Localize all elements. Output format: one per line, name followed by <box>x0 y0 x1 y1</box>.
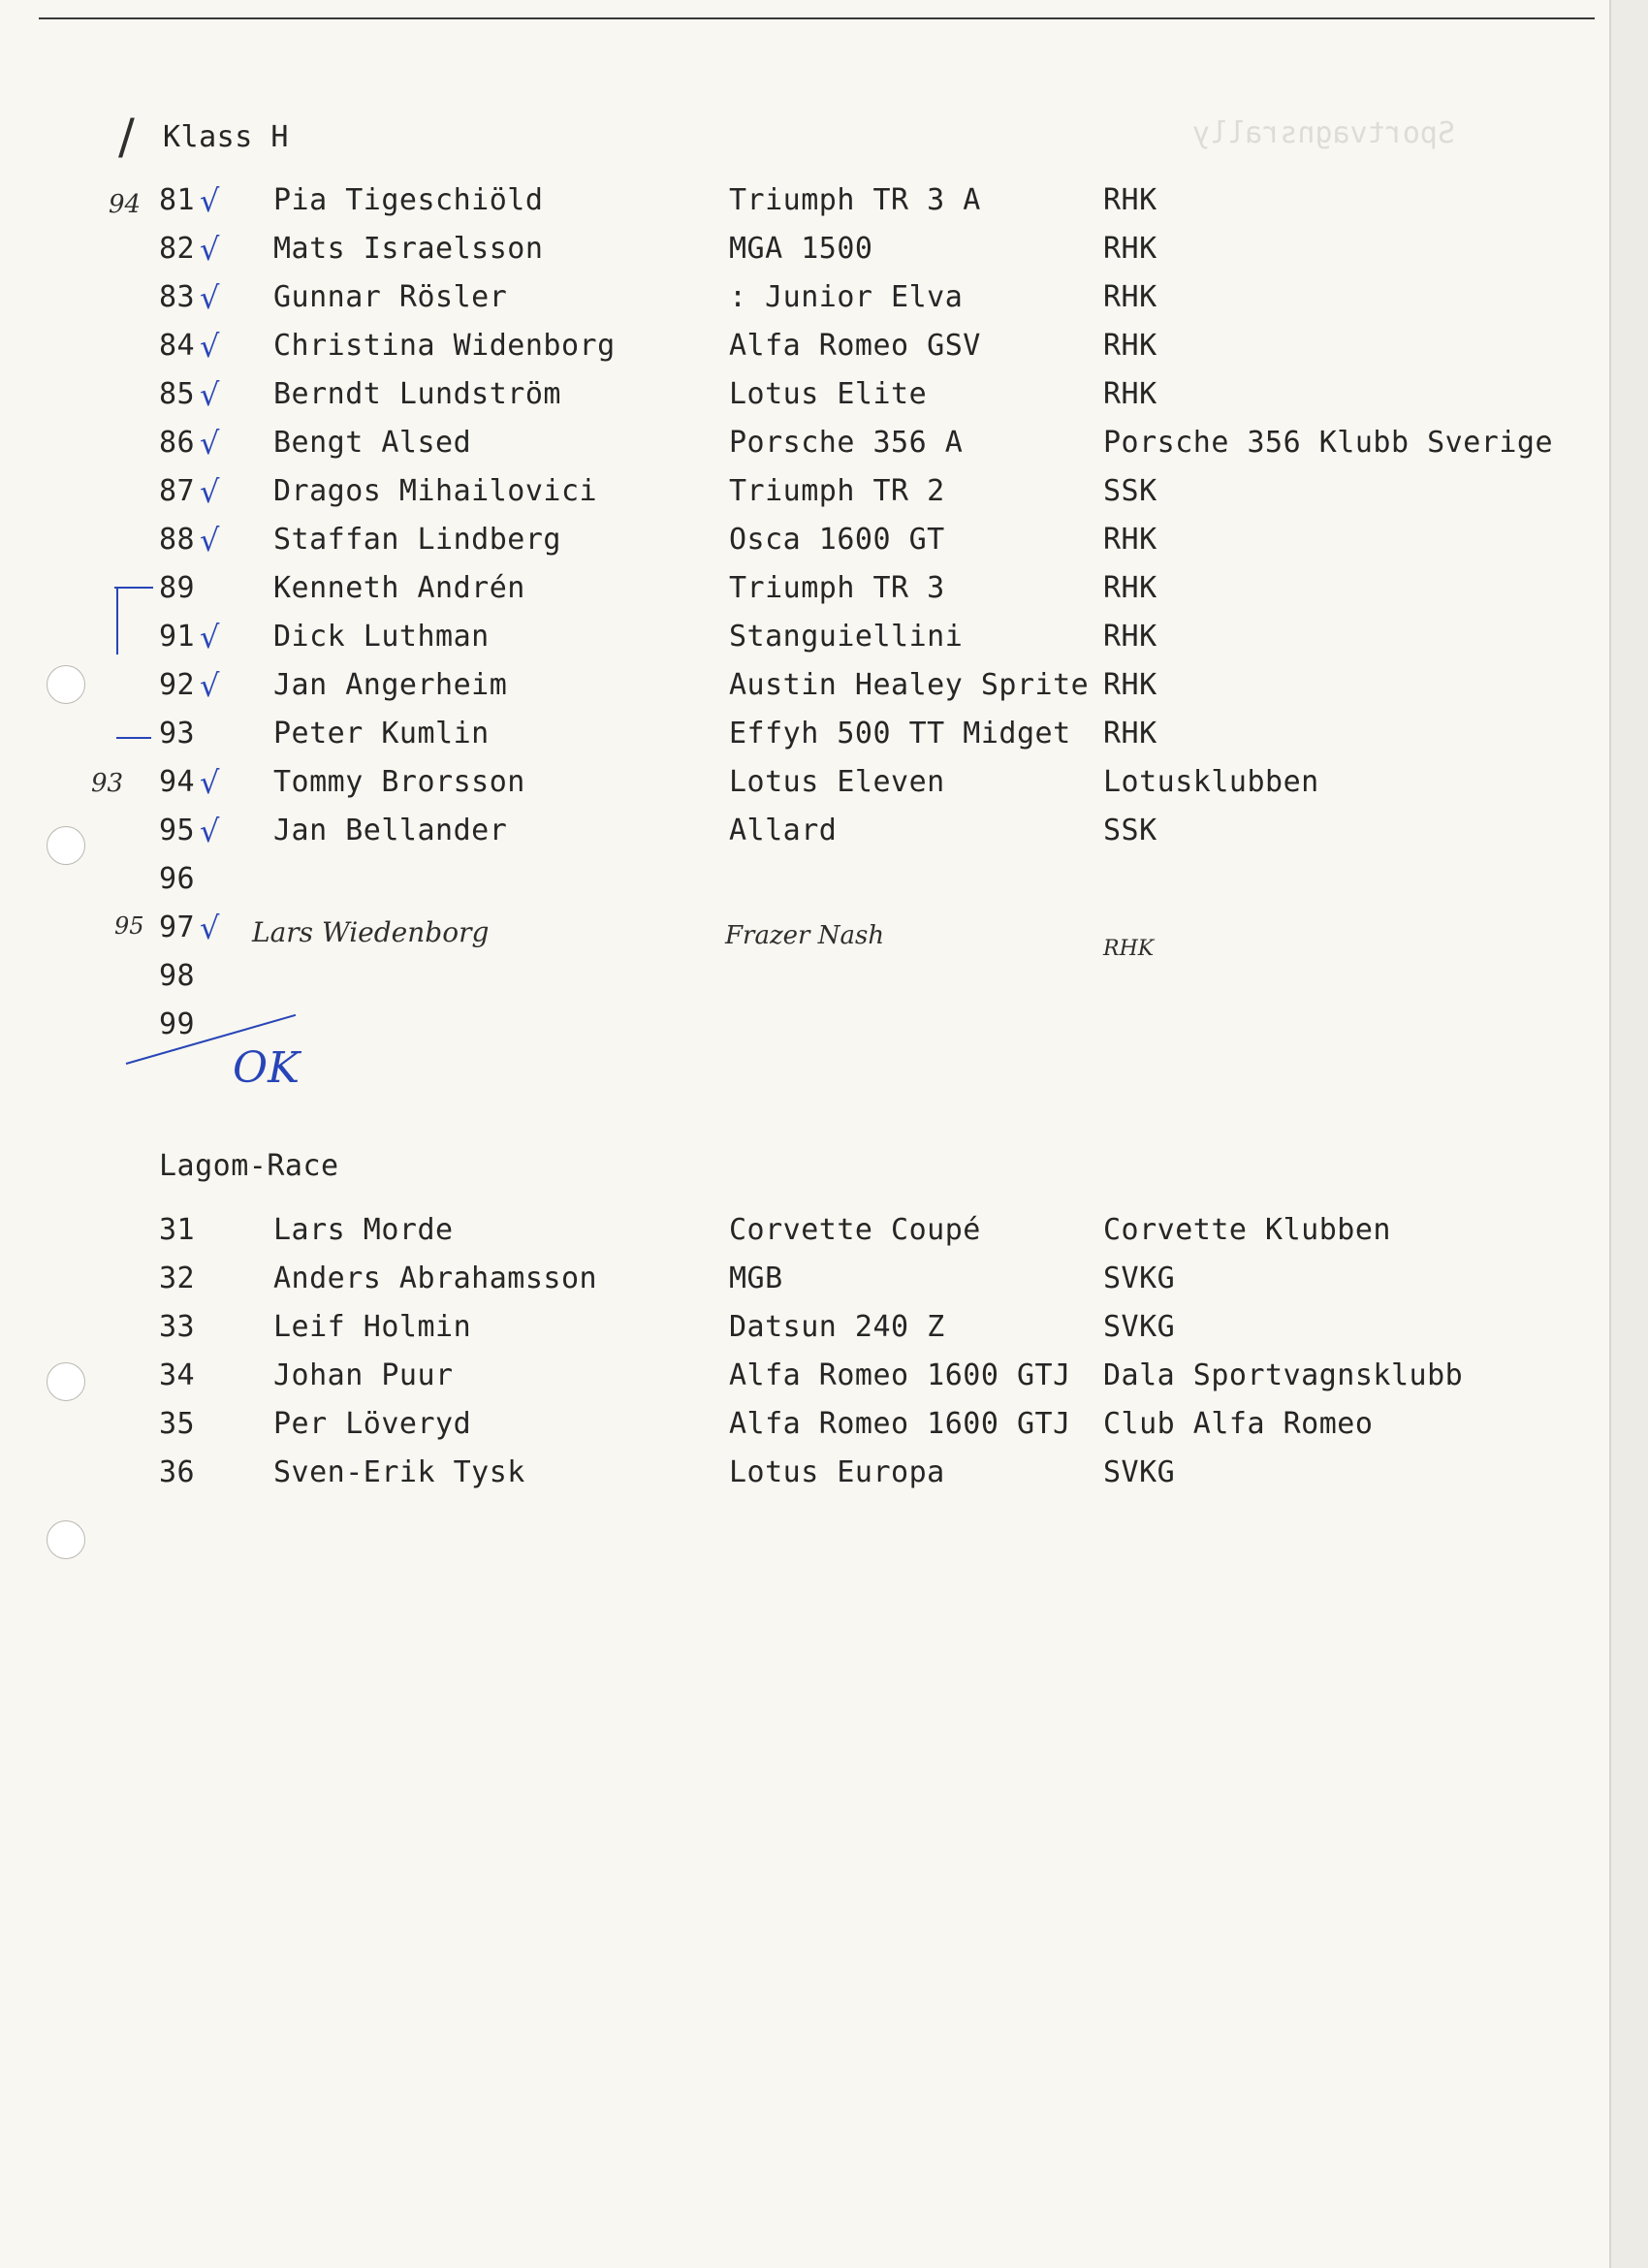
check-mark-icon: √ <box>200 182 220 219</box>
driver-name: Mats Israelsson <box>273 232 544 266</box>
table-row <box>0 862 1609 904</box>
club-name: Lotusklubben <box>1103 765 1319 799</box>
check-mark-icon: √ <box>200 619 220 655</box>
driver-name: Gunnar Rösler <box>273 280 508 314</box>
entry-number: 99 <box>159 1007 196 1041</box>
club-name: Corvette Klubben <box>1103 1213 1391 1247</box>
handwritten-renumber: 95 <box>114 912 144 940</box>
check-mark-icon: √ <box>200 279 220 316</box>
car-model: Triumph TR 3 <box>729 571 945 605</box>
club-name: RHK <box>1103 668 1157 702</box>
car-model: Alfa Romeo GSV <box>729 329 981 363</box>
club-name: RHK <box>1103 232 1157 266</box>
show-through-text: Sportvagnsrally <box>1192 116 1455 150</box>
check-mark-icon: √ <box>200 910 220 946</box>
entry-number: 31 <box>159 1213 196 1247</box>
entry-number: 35 <box>159 1407 196 1441</box>
table-row <box>0 182 1609 225</box>
car-model: Austin Healey Sprite <box>729 668 1090 702</box>
driver-name: Tommy Brorsson <box>273 765 525 799</box>
car-model: MGA 1500 <box>729 232 873 266</box>
car-model: Corvette Coupé <box>729 1213 981 1247</box>
table-row <box>0 813 1609 855</box>
entry-number: 94 <box>159 765 196 799</box>
entry-number: 34 <box>159 1358 196 1392</box>
entry-number: 91 <box>159 620 196 654</box>
car-model: Datsun 240 Z <box>729 1310 945 1344</box>
driver-name: Johan Puur <box>273 1358 454 1392</box>
club-name: SVKG <box>1103 1310 1176 1344</box>
entry-number: 32 <box>159 1262 196 1295</box>
check-mark-icon: √ <box>200 667 220 704</box>
car-model: : Junior Elva <box>729 280 964 314</box>
table-row <box>0 959 1609 1001</box>
driver-name: Staffan Lindberg <box>273 523 561 557</box>
check-mark-icon: √ <box>200 231 220 268</box>
entry-number: 92 <box>159 668 196 702</box>
handwritten-ok: OK <box>233 1043 300 1093</box>
handwritten-renumber: 93 <box>91 769 124 798</box>
table-row <box>0 522 1609 564</box>
car-model: Osca 1600 GT <box>729 523 945 557</box>
club-name: RHK <box>1103 280 1157 314</box>
entry-number: 82 <box>159 232 196 266</box>
entry-number: 88 <box>159 523 196 557</box>
club-name: Club Alfa Romeo <box>1103 1407 1374 1441</box>
car-model: MGB <box>729 1262 783 1295</box>
car-model: Stanguiellini <box>729 620 964 654</box>
entry-number: 86 <box>159 426 196 460</box>
car-model: Alfa Romeo 1600 GTJ <box>729 1407 1071 1441</box>
car-model: Allard <box>729 814 838 847</box>
driver-name: Pia Tigeschiöld <box>273 183 544 217</box>
check-mark-icon: √ <box>200 473 220 510</box>
table-row <box>0 619 1609 661</box>
section-title-lagom-race: Lagom-Race <box>159 1149 339 1183</box>
entry-number: 84 <box>159 329 196 363</box>
check-mark-icon: √ <box>200 425 220 462</box>
check-mark-icon: √ <box>200 376 220 413</box>
table-row <box>0 571 1609 613</box>
club-name: RHK <box>1103 523 1157 557</box>
driver-name: Christina Widenborg <box>273 329 616 363</box>
club-name: RHK <box>1103 717 1157 751</box>
driver-name: Peter Kumlin <box>273 717 490 751</box>
car-model: Lotus Eleven <box>729 765 945 799</box>
entry-number: 96 <box>159 862 196 896</box>
club-name: SVKG <box>1103 1262 1176 1295</box>
driver-name: Berndt Lundström <box>273 377 561 411</box>
table-row <box>0 473 1609 516</box>
table-row <box>0 425 1609 467</box>
table-row <box>0 376 1609 419</box>
club-name: RHK <box>1103 377 1157 411</box>
check-mark-icon: √ <box>200 813 220 849</box>
driver-name: Per Löveryd <box>273 1407 472 1441</box>
car-model: Effyh 500 TT Midget <box>729 717 1071 751</box>
driver-name: Dragos Mihailovici <box>273 474 598 508</box>
table-row <box>0 231 1609 273</box>
check-mark-icon: √ <box>200 764 220 801</box>
club-name: SVKG <box>1103 1455 1176 1489</box>
entry-number: 97 <box>159 910 196 944</box>
margin-dash <box>116 737 151 739</box>
entry-number: 95 <box>159 814 196 847</box>
club-name: Porsche 356 Klubb Sverige <box>1103 426 1554 460</box>
table-row <box>0 279 1609 322</box>
car-model: Alfa Romeo 1600 GTJ <box>729 1358 1071 1392</box>
car-model: Triumph TR 2 <box>729 474 945 508</box>
top-rule <box>39 17 1595 19</box>
handwritten-name: Lars Wiedenborg <box>252 916 490 948</box>
club-name: RHK <box>1103 620 1157 654</box>
car-model: Lotus Europa <box>729 1455 945 1489</box>
club-name: Dala Sportvagnsklubb <box>1103 1358 1464 1392</box>
driver-name: Anders Abrahamsson <box>273 1262 598 1295</box>
driver-name: Dick Luthman <box>273 620 490 654</box>
driver-name: Sven-Erik Tysk <box>273 1455 525 1489</box>
entry-number: 36 <box>159 1455 196 1489</box>
car-model: Lotus Elite <box>729 377 928 411</box>
handwritten-renumber: 94 <box>109 190 142 219</box>
table-row <box>0 667 1609 710</box>
margin-dash <box>114 587 153 589</box>
driver-name: Bengt Alsed <box>273 426 472 460</box>
car-model: Porsche 356 A <box>729 426 964 460</box>
entry-number: 93 <box>159 717 196 751</box>
entry-number: 83 <box>159 280 196 314</box>
driver-name: Jan Angerheim <box>273 668 508 702</box>
table-row <box>0 1213 1609 1255</box>
section-title-klass-h: Klass H <box>163 120 289 154</box>
table-row <box>0 764 1609 807</box>
slash-mark: / <box>118 109 135 165</box>
club-name: SSK <box>1103 474 1157 508</box>
margin-tick <box>116 587 118 655</box>
driver-name: Leif Holmin <box>273 1310 472 1344</box>
entry-number: 85 <box>159 377 196 411</box>
handwritten-car: Frazer Nash <box>725 921 885 950</box>
driver-name: Lars Morde <box>273 1213 454 1247</box>
club-name: RHK <box>1103 183 1157 217</box>
entry-number: 87 <box>159 474 196 508</box>
table-row <box>0 1310 1609 1352</box>
table-row <box>0 719 1609 758</box>
club-name: SSK <box>1103 814 1157 847</box>
club-name: RHK <box>1103 571 1157 605</box>
driver-name: Jan Bellander <box>273 814 508 847</box>
table-row <box>0 1455 1609 1497</box>
table-row <box>0 1358 1609 1400</box>
handwritten-club: RHK <box>1103 937 1155 961</box>
table-row <box>0 328 1609 370</box>
entry-number: 81 <box>159 183 196 217</box>
driver-name: Kenneth Andrén <box>273 571 525 605</box>
table-row <box>0 1407 1609 1449</box>
check-mark-icon: √ <box>200 328 220 365</box>
punch-hole <box>47 1520 85 1559</box>
entry-number: 33 <box>159 1310 196 1344</box>
car-model: Triumph TR 3 A <box>729 183 981 217</box>
club-name: RHK <box>1103 329 1157 363</box>
table-row <box>0 1264 1609 1303</box>
entry-number: 89 <box>159 571 196 605</box>
check-mark-icon: √ <box>200 522 220 559</box>
entry-number: 98 <box>159 959 196 993</box>
